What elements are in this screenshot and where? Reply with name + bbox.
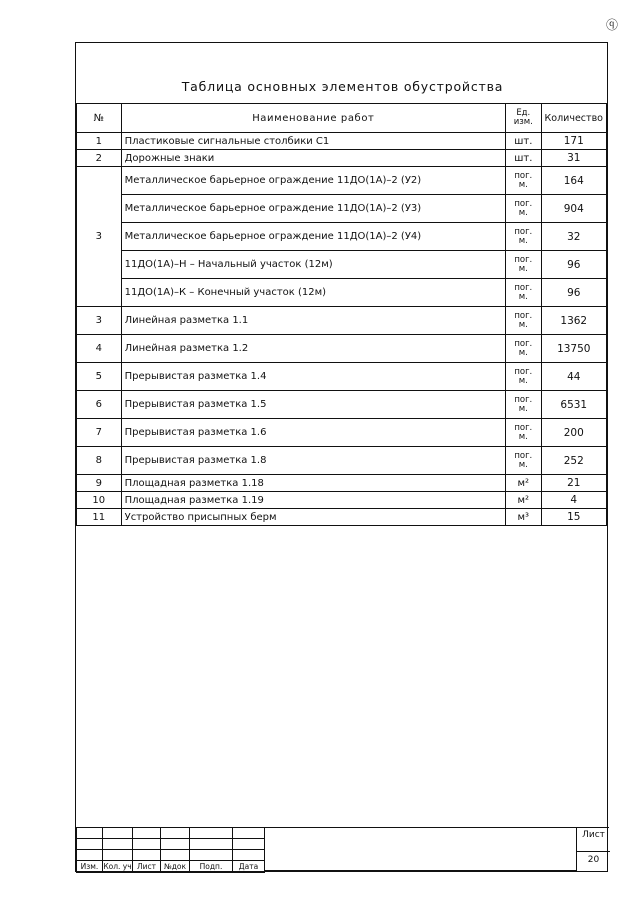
- stamp-col-izm: Изм.: [77, 861, 103, 873]
- row-qty: 252: [541, 447, 606, 475]
- row-num: 3: [77, 307, 122, 335]
- header-unit-line2: изм.: [513, 117, 533, 127]
- row-unit-line2: м.: [518, 179, 528, 190]
- table-row: [77, 223, 607, 251]
- row-num: 5: [77, 363, 122, 391]
- table-header-row: [77, 104, 607, 133]
- row-unit: [506, 279, 541, 307]
- row-unit-line2: м.: [518, 375, 528, 386]
- row-name: Линейная разметка 1.2: [121, 335, 505, 363]
- sheet-number: 20: [577, 851, 610, 865]
- row-unit: м²: [506, 475, 541, 492]
- row-name: 11ДО(1А)–Н – Начальный участок (12м): [121, 251, 505, 279]
- header-unit: [506, 104, 541, 133]
- header-num: №: [77, 104, 122, 133]
- row-unit: [506, 251, 541, 279]
- row-num-group: 3: [77, 167, 122, 307]
- row-unit-line2: м.: [518, 431, 528, 442]
- row-name: Пластиковые сигнальные столбики С1: [121, 133, 505, 150]
- row-num: 4: [77, 335, 122, 363]
- row-qty: 44: [541, 363, 606, 391]
- row-qty: 21: [541, 475, 606, 492]
- row-unit: [506, 419, 541, 447]
- row-unit-line2: м.: [518, 207, 528, 218]
- row-unit-line1: пог.: [514, 282, 533, 293]
- row-unit-line1: пог.: [514, 226, 533, 237]
- header-name: Наименование работ: [121, 104, 505, 133]
- row-unit-line1: пог.: [514, 198, 533, 209]
- row-qty: 1362: [541, 307, 606, 335]
- row-qty: 4: [541, 492, 606, 509]
- table-row: [77, 419, 607, 447]
- title-block: [76, 827, 609, 871]
- table-row: [77, 307, 607, 335]
- row-unit-line2: м.: [518, 403, 528, 414]
- sheet-label: Лист: [582, 830, 605, 840]
- table-row: [77, 251, 607, 279]
- row-unit-line2: м.: [518, 291, 528, 302]
- document-frame: [75, 42, 608, 872]
- row-qty: 31: [541, 150, 606, 167]
- row-qty: 171: [541, 133, 606, 150]
- row-unit-line1: пог.: [514, 394, 533, 405]
- table-row: [77, 335, 607, 363]
- row-unit: шт.: [506, 150, 541, 167]
- table-row: [77, 447, 607, 475]
- table-row: [77, 279, 607, 307]
- row-name: Дорожные знаки: [121, 150, 505, 167]
- table-row: [77, 391, 607, 419]
- row-unit: м³: [506, 509, 541, 526]
- row-num: 11: [77, 509, 122, 526]
- table-row: [77, 133, 607, 150]
- table-row: [77, 492, 607, 509]
- row-num: 6: [77, 391, 122, 419]
- row-qty: 96: [541, 279, 606, 307]
- row-unit-line2: м.: [518, 459, 528, 470]
- row-name: 11ДО(1А)–К – Конечный участок (12м): [121, 279, 505, 307]
- row-name: Металлическое барьерное ограждение 11ДО(1А)–2 (У3): [121, 195, 505, 223]
- row-unit: шт.: [506, 133, 541, 150]
- row-unit: [506, 195, 541, 223]
- row-qty: 164: [541, 167, 606, 195]
- row-qty: 32: [541, 223, 606, 251]
- table-row: [77, 363, 607, 391]
- row-name: Металлическое барьерное ограждение 11ДО(1А)–2 (У4): [121, 223, 505, 251]
- stamp-col-ndok: №док: [161, 861, 190, 873]
- row-qty: 96: [541, 251, 606, 279]
- row-num: 2: [77, 150, 122, 167]
- header-unit-line1: Ед.: [516, 108, 531, 118]
- row-name: Прерывистая разметка 1.4: [121, 363, 505, 391]
- row-unit-line2: м.: [518, 347, 528, 358]
- row-qty: 904: [541, 195, 606, 223]
- revision-grid: [76, 827, 265, 873]
- row-qty: 200: [541, 419, 606, 447]
- row-unit: м²: [506, 492, 541, 509]
- row-unit: [506, 307, 541, 335]
- row-unit: [506, 447, 541, 475]
- row-num: 9: [77, 475, 122, 492]
- stamp-col-data: Дата: [233, 861, 265, 873]
- table-row: [77, 195, 607, 223]
- row-name: Прерывистая разметка 1.6: [121, 419, 505, 447]
- sheet-box: [576, 827, 609, 871]
- table-row: [77, 150, 607, 167]
- title-block-body: [264, 827, 576, 871]
- row-unit-line1: пог.: [514, 450, 533, 461]
- row-unit-line1: пог.: [514, 338, 533, 349]
- row-unit-line1: пог.: [514, 170, 533, 181]
- row-unit-line1: пог.: [514, 366, 533, 377]
- row-unit: [506, 167, 541, 195]
- table-row: [77, 167, 607, 195]
- row-name: Устройство присыпных берм: [121, 509, 505, 526]
- table-row: [77, 475, 607, 492]
- row-qty: 6531: [541, 391, 606, 419]
- row-name: Площадная разметка 1.19: [121, 492, 505, 509]
- row-qty: 15: [541, 509, 606, 526]
- row-unit-line2: м.: [518, 263, 528, 274]
- row-unit-line1: пог.: [514, 254, 533, 265]
- row-qty: 13750: [541, 335, 606, 363]
- row-name: Металлическое барьерное ограждение 11ДО(1А)–2 (У2): [121, 167, 505, 195]
- row-name: Прерывистая разметка 1.8: [121, 447, 505, 475]
- table-row: [77, 509, 607, 526]
- row-unit-line1: пог.: [514, 310, 533, 321]
- header-qty: Количество: [541, 104, 606, 133]
- row-unit: [506, 335, 541, 363]
- row-unit: [506, 223, 541, 251]
- row-num: 8: [77, 447, 122, 475]
- row-unit-line2: м.: [518, 319, 528, 330]
- row-num: 7: [77, 419, 122, 447]
- stamp-col-kol: Кол. уч: [103, 862, 132, 871]
- corner-mark: ⓠ: [606, 18, 619, 32]
- stamp-col-podp: Подп.: [190, 861, 233, 873]
- row-name: Линейная разметка 1.1: [121, 307, 505, 335]
- row-unit-line1: пог.: [514, 422, 533, 433]
- stamp-col-list: Лист: [133, 861, 161, 873]
- table-title: Таблица основных элементов обустройства: [181, 79, 504, 94]
- row-unit-line2: м.: [518, 235, 528, 246]
- row-name: Площадная разметка 1.18: [121, 475, 505, 492]
- row-name: Прерывистая разметка 1.5: [121, 391, 505, 419]
- row-num: 10: [77, 492, 122, 509]
- row-unit: [506, 363, 541, 391]
- elements-table: [76, 103, 607, 526]
- row-unit: [506, 391, 541, 419]
- row-num: 1: [77, 133, 122, 150]
